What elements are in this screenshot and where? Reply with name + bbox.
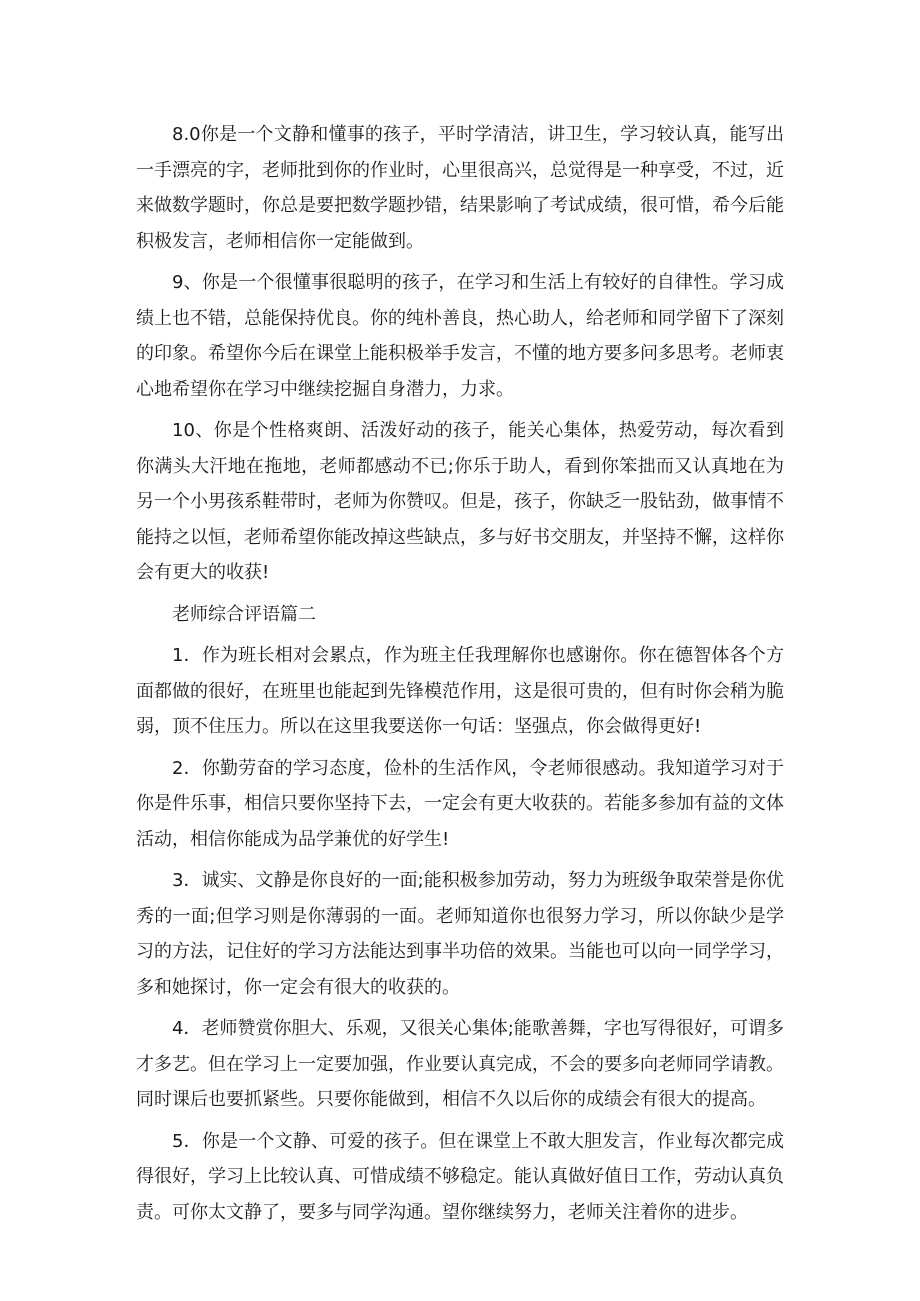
comment-paragraph-2: 2．你勤劳奋的学习态度，俭朴的生活作风，令老师很感动。我知道学习对于你是件乐事，相信只要你坚持下去，一定会有更大收获的。若能多参加有益的文体活动，相信你能成为品学兼优的好学生! [136,757,784,850]
comment-paragraph-5: 5．你是一个文静、可爱的孩子。但在课堂上不敢大胆发言，作业每次都完成得很好，学习上比较认真、可惜成绩不够稳定。能认真做好值日工作，劳动认真负责。可你太文静了，要多与同学沟通。望你继续努力，老师关注着你的进步。 [136,1130,784,1223]
comment-paragraph-8: 8.0你是一个文静和懂事的孩子，平时学清洁，讲卫生，学习较认真，能写出一手漂亮的字，老师批到你的作业时，心里很高兴，总觉得是一种享受，不过，近来做数学题时，你总是要把数学题抄错，结果影响了考试成绩，很可惜，希今后能积极发言，老师相信你一定能做到。 [136,124,784,252]
document-body [136,117,784,1236]
comment-paragraph-4: 4．老师赞赏你胆大、乐观，又很关心集体;能歌善舞，字也写得很好，可谓多才多艺。但在学习上一定要加强，作业要认真完成，不会的要多向老师同学请教。同时课后也要抓紧些。只要你能做到，相信不久以后你的成绩会有很大的提高。 [136,1018,784,1110]
comment-paragraph-9: 9、你是一个很懂事很聪明的孩子，在学习和生活上有较好的自律性。学习成绩上也不错，总能保持优良。你的纯朴善良，热心助人，给老师和同学留下了深刻的印象。希望你今后在课堂上能积极举手发言，不懂的地方要多问多思考。老师衷心地希望你在学习中继续挖掘自身潜力，力求。 [136,272,784,400]
section-heading: 老师综合评语篇二 [172,603,316,625]
comment-paragraph-10: 10、你是个性格爽朗、活泼好动的孩子，能关心集体，热爱劳动，每次看到你满头大汗地在拖地，老师都感动不已;你乐于助人，看到你笨拙而又认真地在为另一个小男孩系鞋带时，老师为你赞叹。但是，孩子，你缺乏一股钻劲，做事情不能持之以恒，老师希望你能改掉这些缺点，多与好书交朋友，并坚持不懈，这样你会有更大的收获! [136,420,784,583]
comment-paragraph-3: 3．诚实、文静是你良好的一面;能积极参加劳动，努力为班级争取荣誉是你优秀的一面;但学习则是你薄弱的一面。老师知道你也很努力学习，所以你缺少是学习的方法，记住好的学习方法能达到事半功倍的效果。当能也可以向一同学学习，多和她探讨，你一定会有很大的收获的。 [136,870,784,998]
comment-paragraph-1: 1．作为班长相对会累点，作为班主任我理解你也感谢你。你在德智体各个方面都做的很好，在班里也能起到先锋模范作用，这是很可贵的，但有时你会稍为脆弱，顶不住压力。所以在这里我要送你一句话：坚强点，你会做得更好! [136,645,784,737]
